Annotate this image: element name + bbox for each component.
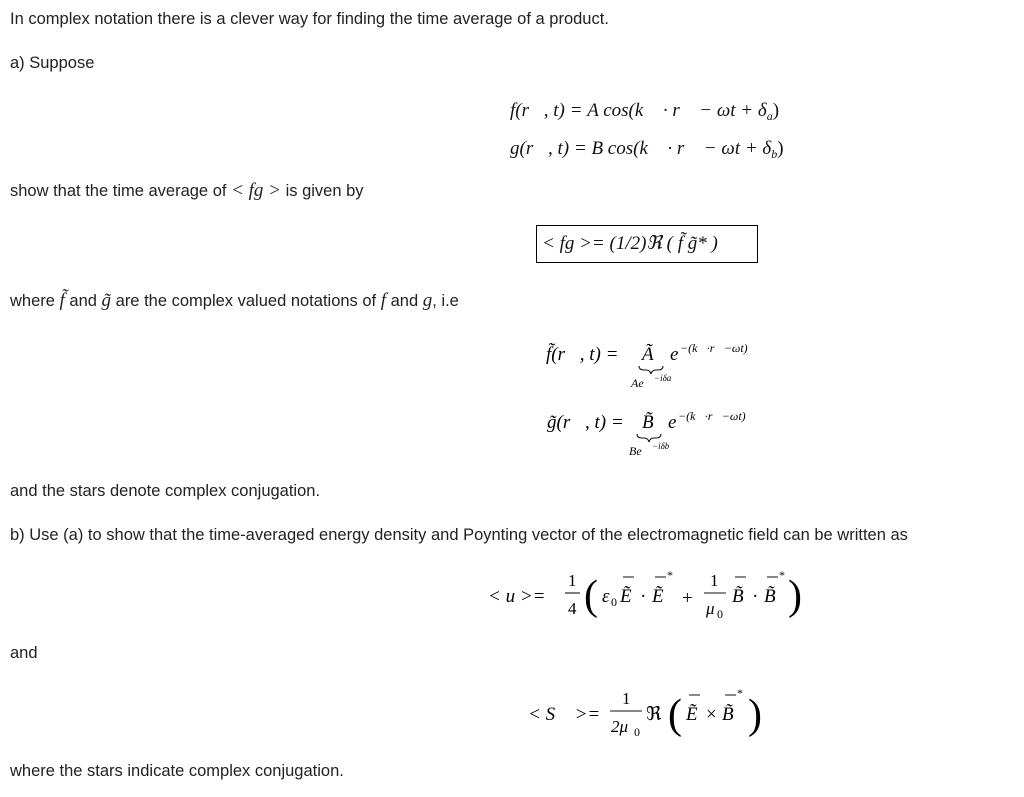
gtilde-under: Be — [629, 444, 642, 458]
part-a-label: a) Suppose — [10, 54, 95, 72]
s-frac-den-sub: 0 — [634, 725, 640, 739]
ftilde-equation — [540, 330, 780, 400]
where-and2: and — [390, 292, 419, 310]
show-math: < fg > — [231, 180, 281, 201]
s-left-paren: ( — [668, 692, 682, 738]
intro-text: In complex notation there is a clever way for finding the time average of a product. — [10, 10, 609, 28]
u-E1: Ẽ — [620, 586, 632, 607]
s-lhs: < S⃗ >= — [528, 704, 601, 725]
u-frac2-den-sub: 0 — [717, 607, 723, 621]
where-pre: where — [10, 292, 55, 310]
u-frac2-num: 1 — [710, 571, 719, 590]
where-gtilde: g̃ — [101, 290, 112, 311]
poynting-equation — [524, 680, 774, 752]
show-text-post: is given by — [285, 182, 364, 200]
show-text — [10, 181, 364, 201]
energy-density-equation — [484, 560, 814, 632]
where-g: g — [422, 290, 433, 311]
equation-f-rhs: A cos(k⃗ · r⃗ − ωt + δ — [587, 100, 767, 121]
gtilde-lhs: g̃(r⃗, t) = — [547, 412, 624, 433]
s-frac-den: 2μ — [611, 717, 629, 736]
u-lhs: < u >= — [488, 586, 546, 607]
u-frac1-den: 4 — [568, 599, 577, 618]
u-E2: Ẽ — [652, 586, 664, 607]
stars-note: and the stars denote complex conjugation. — [10, 482, 321, 500]
s-frac-num: 1 — [622, 689, 631, 708]
s-right-paren: ) — [748, 692, 762, 738]
s-star: * — [737, 686, 743, 700]
ftilde-under: Ae — [631, 376, 644, 390]
u-B2: B̃ — [764, 586, 776, 607]
ftilde-coef: Ã — [642, 344, 654, 365]
equation-f-lhs: f(r⃗, t) = — [510, 100, 583, 121]
equation-g-rhs: B cos(k⃗ · r⃗ − ωt + δ — [591, 138, 772, 159]
part-b-text: b) Use (a) to show that the time-averaged energy density and Poynting vector of the electromagnetic field can be written as — [10, 526, 908, 544]
s-B: B̃ — [722, 704, 734, 725]
u-star2: * — [779, 568, 785, 582]
show-text-pre: show that the time average of — [10, 182, 227, 200]
s-E: Ẽ — [686, 704, 698, 725]
where-mid: are the complex valued notations of — [115, 292, 377, 310]
gtilde-coef: B̃ — [642, 412, 654, 433]
equation-f — [510, 100, 779, 124]
where-text — [10, 291, 459, 311]
where-ie: , i.e — [432, 292, 459, 310]
equation-g — [510, 138, 784, 162]
s-times: × — [706, 704, 717, 725]
where-and1: and — [69, 292, 97, 310]
ftilde-under-sup: −iδa — [654, 373, 672, 383]
u-plus: + — [682, 588, 693, 609]
equation-f-sub: a — [766, 109, 773, 123]
equation-f-close: ) — [772, 100, 780, 121]
u-left-paren: ( — [584, 573, 598, 619]
gtilde-equation — [540, 398, 780, 468]
u-star1: * — [667, 568, 673, 582]
u-right-paren: ) — [788, 573, 802, 619]
gtilde-exp: e — [668, 412, 677, 433]
equation-g-close: ) — [777, 138, 784, 159]
where-ftilde: f̃ — [59, 290, 65, 311]
u-dot2: · — [752, 586, 759, 607]
boxed-result-formula: < fg >= (1/2)ℜ ( f̃ g̃* ) — [542, 233, 718, 254]
where-f: f — [380, 290, 387, 311]
ftilde-exp-sup: −(k⃗·r⃗−ωt) — [680, 341, 748, 355]
final-text: where the stars indicate complex conjugation. — [10, 762, 344, 780]
ftilde-exp: e — [670, 344, 679, 365]
and-text: and — [10, 644, 38, 662]
u-eps: ε — [602, 586, 610, 607]
u-frac1-num: 1 — [568, 571, 577, 590]
u-dot1: · — [640, 586, 647, 607]
ftilde-lhs: f̃(r⃗, t) = — [546, 344, 619, 365]
boxed-result-text — [542, 232, 718, 255]
u-frac2-den: μ — [706, 599, 715, 618]
u-eps-sub: 0 — [611, 595, 617, 609]
equation-g-sub: b — [771, 147, 778, 161]
gtilde-exp-sup: −(k⃗·r⃗−ωt) — [678, 409, 746, 423]
gtilde-under-sup: −iδb — [652, 441, 670, 451]
equation-g-lhs: g(r⃗, t) = — [510, 138, 587, 159]
s-re: ℜ — [646, 704, 662, 725]
u-B1: B̃ — [732, 586, 744, 607]
